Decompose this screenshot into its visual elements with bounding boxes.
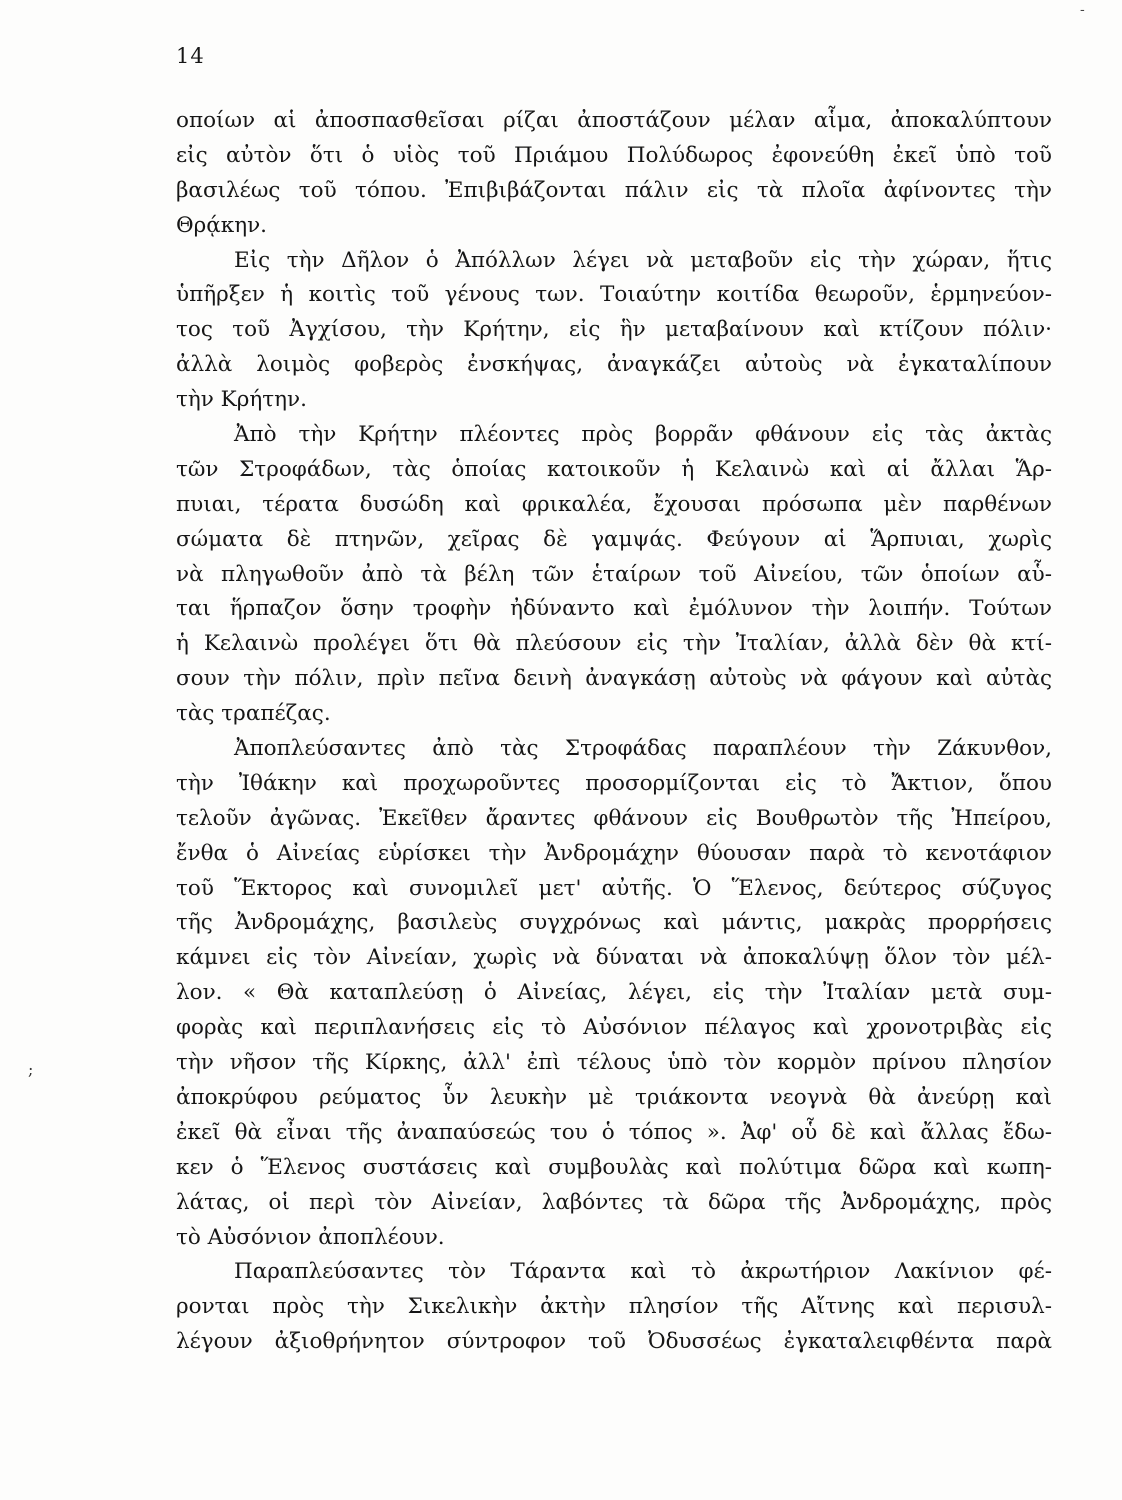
text-line: ἀλλὰ λοιμὸς φοβερὸς ἐνσκήψας, ἀναγκάζει αὐτοὺς νὰ ἐγκαταλίπουν [176,352,1052,378]
text-line: σώματα δὲ πτηνῶν, χεῖρας δὲ γαμψάς. Φεύγουν αἱ Ἅρπυιαι, χωρὶς [176,526,1052,552]
text-line: λον. « Θὰ καταπλεύσῃ ὁ Αἰνείας, λέγει, εἰς τὴν Ἰταλίαν μετὰ συμ- [176,980,1052,1006]
margin-mark: ; [28,1060,34,1079]
text-line: τὰς τραπέζας. [176,701,331,727]
text-line: ἀποκρύφου ρεύματος ὗν λευκὴν μὲ τριάκοντα νεογνὰ θὰ ἀνεύρῃ καὶ [176,1084,1052,1110]
text-line: κεν ὁ Ἕλενος συστάσεις καὶ συμβουλὰς καὶ πολύτιμα δῶρα καὶ κωπη- [176,1154,1052,1180]
text-line: πυιαι, τέρατα δυσώδη καὶ φρικαλέα, ἔχουσαι πρόσωπα μὲν παρθένων [176,491,1052,517]
text-line: σουν τὴν πόλιν, πρὶν πεῖνα δεινὴ ἀναγκάσῃ αὐτοὺς νὰ φάγουν καὶ αὐτὰς [176,666,1052,692]
text-line: τῶν Στροφάδων, τὰς ὁποίας κατοικοῦν ἡ Κελαινὼ καὶ αἱ ἄλλαι Ἅρ- [176,456,1052,482]
text-line: ἐκεῖ θὰ εἶναι τῆς ἀναπαύσεώς του ὁ τόπος ». Ἀφ' οὗ δὲ καὶ ἄλλας ἔδω- [176,1119,1052,1145]
text-line: οποίων αἱ ἀποσπασθεῖσαι ρίζαι ἀποστάζουν μέλαν αἷμα, ἀποκαλύπτουν [176,108,1052,133]
text-line: Ἀπὸ τὴν Κρήτην πλέοντες πρὸς βορρᾶν φθάνουν εἰς τὰς ἀκτὰς [234,422,1052,448]
text-line: ὑπῆρξεν ἡ κοιτὶς τοῦ γένους των. Τοιαύτην κοιτίδα θεωροῦν, ἑρμηνεύον- [176,282,1052,308]
text-line: τελοῦν ἀγῶνας. Ἐκεῖθεν ἄραντες φθάνουν εἰς Βουθρωτὸν τῆς Ἠπείρου, [176,805,1052,831]
text-line: τὴν νῆσον τῆς Κίρκης, ἀλλ' ἐπὶ τέλους ὑπὸ τὸν κορμὸν πρίνου πλησίον [176,1050,1052,1076]
text-line: Εἰς τὴν Δῆλον ὁ Ἀπόλλων λέγει νὰ μεταβοῦν εἰς τὴν χώραν, ἥτις [234,247,1052,273]
text-line: τὸ Αὐσόνιον ἀποπλέουν. [176,1224,445,1250]
text-line: τὴν Ἰθάκην καὶ προχωροῦντες προσορμίζονται εἰς τὸ Ἄκτιον, ὅπου [176,770,1052,796]
text-line: εἰς αὐτὸν ὅτι ὁ υἱὸς τοῦ Πριάμου Πολύδωρος ἐφονεύθη ἐκεῖ ὑπὸ τοῦ [176,142,1052,168]
text-line: λέγουν ἀξιοθρήνητον σύντροφον τοῦ Ὀδυσσέως ἐγκαταλειφθέντα παρὰ [176,1329,1052,1355]
text-line: φορὰς καὶ περιπλανήσεις εἰς τὸ Αὐσόνιον πέλαγος καὶ χρονοτριβὰς εἰς [176,1015,1052,1041]
text-line: Παραπλεύσαντες τὸν Τάραντα καὶ τὸ ἀκρωτήριον Λακίνιον φέ- [234,1259,1052,1285]
body-text [176,104,1052,1360]
text-line: νὰ πληγωθοῦν ἀπὸ τὰ βέλη τῶν ἑταίρων τοῦ Αἰνείου, τῶν ὁποίων αὗ- [176,561,1052,587]
text-line: ται ἥρπαζον ὅσην τροφὴν ἠδύναντο καὶ ἐμόλυνον τὴν λοιπήν. Τούτων [176,596,1052,622]
text-line: τοῦ Ἕκτορος καὶ συνομιλεῖ μετ' αὐτῆς. Ὁ Ἕλενος, δεύτερος σύζυγος [176,875,1052,901]
corner-mark: - [1080,2,1085,18]
text-line: ἔνθα ὁ Αἰνείας εὑρίσκει τὴν Ἀνδρομάχην θύουσαν παρὰ τὸ κενοτάφιον [176,840,1052,866]
page-number: 14 [176,44,205,68]
text-line: τῆς Ἀνδρομάχης, βασιλεὺς συγχρόνως καὶ μάντις, μακρὰς προρρήσεις [176,910,1052,936]
text-line: τὴν Κρήτην. [176,387,307,413]
text-line: κάμνει εἰς τὸν Αἰνείαν, χωρὶς νὰ δύναται νὰ ἀποκαλύψῃ ὅλον τὸν μέλ- [176,945,1052,971]
text-line: ρονται πρὸς τὴν Σικελικὴν ἀκτὴν πλησίον τῆς Αἴτνης καὶ περισυλ- [176,1294,1052,1320]
text-line: ἡ Κελαινὼ προλέγει ὅτι θὰ πλεύσουν εἰς τὴν Ἰταλίαν, ἀλλὰ δὲν θὰ κτί- [176,631,1052,657]
text-line: λάτας, οἱ περὶ τὸν Αἰνείαν, λαβόντες τὰ δῶρα τῆς Ἀνδρομάχης, πρὸς [176,1189,1052,1215]
text-line: βασιλέως τοῦ τόπου. Ἐπιβιβάζονται πάλιν εἰς τὰ πλοῖα ἀφίνοντες τὴν [176,177,1052,203]
text-line: Θρᾴκην. [176,212,268,238]
text-line: Ἀποπλεύσαντες ἀπὸ τὰς Στροφάδας παραπλέουν τὴν Ζάκυνθον, [234,736,1052,762]
text-line: τος τοῦ Ἀγχίσου, τὴν Κρήτην, εἰς ἣν μεταβαίνουν καὶ κτίζουν πόλιν· [176,317,1052,343]
